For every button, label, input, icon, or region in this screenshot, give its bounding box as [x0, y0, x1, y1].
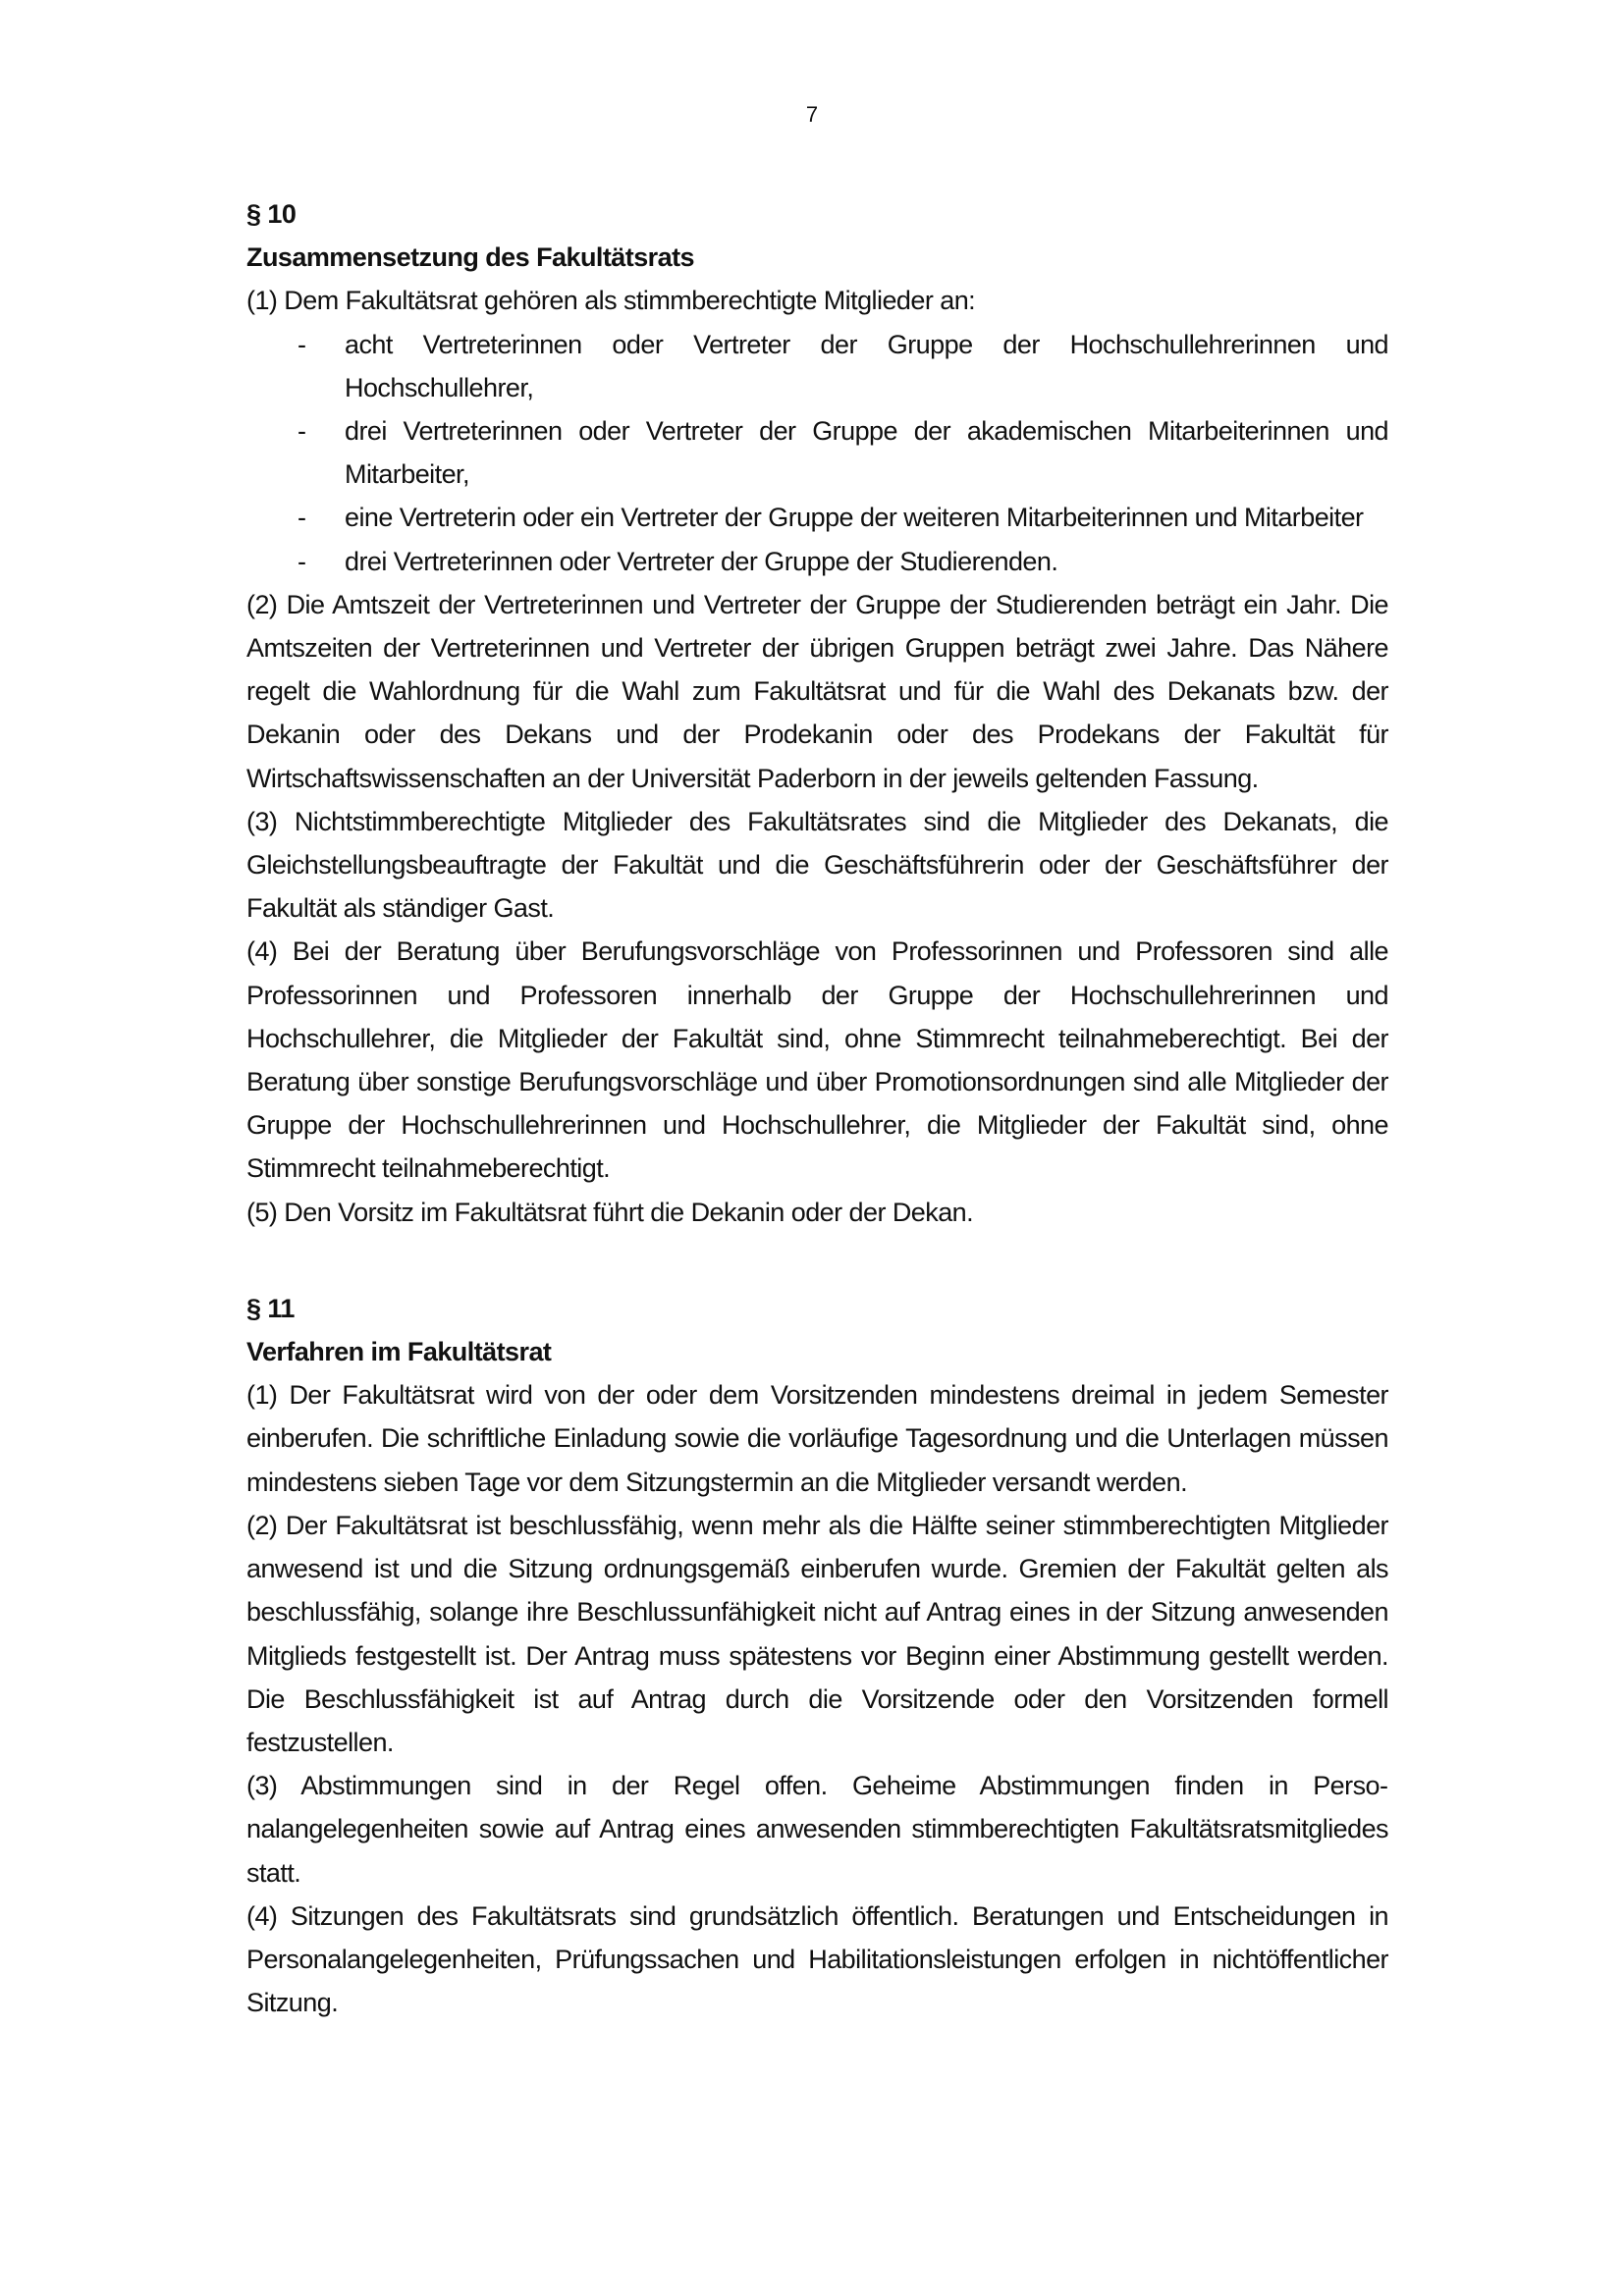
list-dash: - [298, 416, 306, 447]
list-item-text: drei Vertreterinnen oder Vertreter der Gruppe der Studierenden. [345, 546, 1058, 576]
member-list [246, 323, 1388, 583]
paragraph-intro: (1) Dem Fakultätsrat gehören als stimmberechtigte Mitglieder an: [246, 286, 976, 316]
paragraph: (1) Der Fakultätsrat wird von der oder dem Vorsitzenden mindestens dreimal in jedem Semester einberufen. Die schriftliche Einladung sowie die vorläufige Tagesordnung und die Unterlagen müssen mindestens sieben Tage vor dem Sitzungstermin an die Mitglieder versandt werden. [246, 1380, 1388, 1497]
list-dash: - [298, 546, 306, 576]
document-body [246, 192, 1388, 2024]
paragraph: (4) Sitzungen des Fakultätsrats sind grundsätzlich öffentlich. Beratungen und Entscheidungen in Personalangelegenheiten, Prüfungssachen und Habilitationsleistungen erfolgen in nichtöffentlicher Sitzung. [246, 1900, 1388, 2018]
section-11 [246, 1287, 1388, 2024]
list-dash: - [298, 329, 306, 359]
paragraph: (4) Bei der Beratung über Berufungsvorschläge von Professorinnen und Professoren sind alle Professorinnen und Professoren innerhalb der Gruppe der Hochschullehrerinnen und Hochschullehrer, die Mitglieder der Fakultät sind, ohne Stimmrecht teilnahmeberechtigt. Bei der Beratung über sonstige Berufungsvorschläge und über Promotionsordnungen sind alle Mitglieder der Gruppe der Hochschullehrerinnen und Hochschullehrer, die Mitglieder der Fakultät sind, ohne Stimmrecht teilnahmeberechtigt. [246, 936, 1388, 1184]
list-dash: - [298, 503, 306, 533]
list-item-text: drei Vertreterinnen oder Vertreter der Gruppe der akademischen Mitarbeiterinnen und Mitarbeiter, [345, 416, 1388, 490]
section-number: § 11 [246, 1293, 295, 1323]
paragraph: (2) Der Fakultätsrat ist beschlussfähig, wenn mehr als die Hälfte seiner stimmberechtigten Mitglieder anwesend ist und die Sitzung ordnungsgemäß einberufen wurde. Gremien der Fakultät gelten als beschlussfähig, solange ihre Beschlussunfähigkeit nicht auf Antrag eines in der Sitzung anwesenden Mitglieds festgestellt ist. Der Antrag muss spätestens vor Beginn einer Abstimmung gestellt werden. Die Beschlussfähigkeit ist auf Antrag durch die Vorsitzende oder den Vorsitzenden formell festzustellen. [246, 1510, 1388, 1757]
section-title: Zusammensetzung des Fakultätsrats [246, 242, 694, 273]
section-number: § 10 [246, 199, 297, 229]
list-item-text: eine Vertreterin oder ein Vertreter der Gruppe der weiteren Mitarbeiterinnen und Mitarbeiter [345, 503, 1364, 533]
list-item-text: acht Vertreterinnen oder Vertreter der Gruppe der Hochschullehrerinnen und Hochschullehrer, [345, 329, 1388, 402]
paragraph: (5) Den Vorsitz im Fakultätsrat führt die Dekanin oder der Dekan. [246, 1197, 974, 1227]
paragraph: (2) Die Amtszeit der Vertreterinnen und Vertreter der Gruppe der Studierenden beträgt ein Jahr. Die Amtszeiten der Vertreterinnen und Vertreter der übrigen Gruppen beträgt zwei Jahre. Das Nähere regelt die Wahlordnung für die Wahl zum Fakultätsrat und für die Wahl des Dekanats bzw. der Dekanin oder des Dekans und der Prodekanin oder des Prodekans der Fakultät für Wirtschaftswissenschaften an der Universität Paderborn in der jeweils geltenden Fassung. [246, 589, 1388, 793]
list-item [246, 323, 1388, 409]
section-spacer [246, 1234, 1388, 1287]
list-item [246, 409, 1388, 496]
list-item [246, 540, 1388, 583]
paragraph: (3) Abstimmungen sind in der Regel offen. Geheime Abstimmungen finden in Personalangelegenheiten sowie auf Antrag eines anwesenden stimmberechtigten Fakultätsratsmitgliedes statt. [246, 1771, 1388, 1888]
section-10 [246, 192, 1388, 1234]
paragraph: (3) Nichtstimmberechtigte Mitglieder des Fakultätsrates sind die Mitglieder des Dekanats, die Gleichstellungsbeauftragte der Fakultät und die Geschäftsführerin oder der Geschäftsführer der Fakultät als ständiger Gast. [246, 806, 1388, 924]
page-number: 7 [805, 102, 819, 127]
list-item [246, 496, 1388, 539]
section-title: Verfahren im Fakultätsrat [246, 1337, 552, 1367]
